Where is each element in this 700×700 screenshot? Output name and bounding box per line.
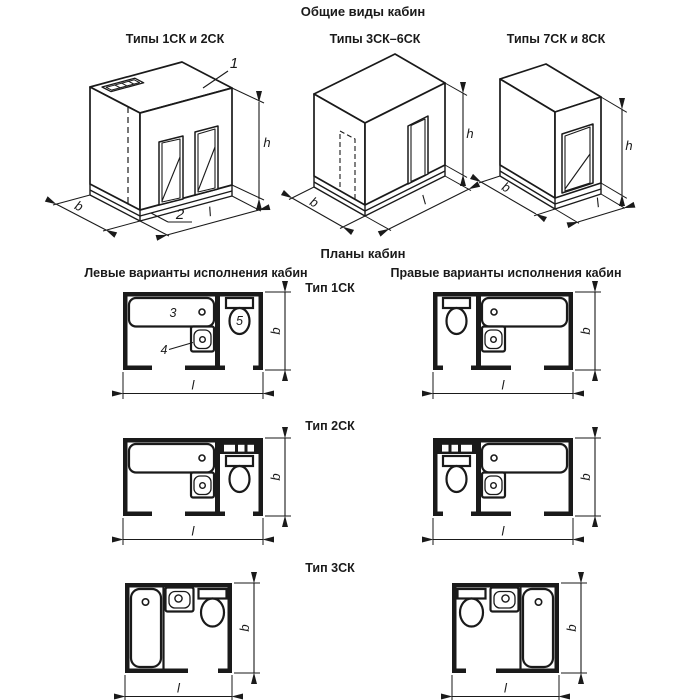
sink-tap [175, 595, 182, 602]
bathtub-drain [491, 309, 497, 315]
plan-root [433, 438, 601, 545]
dim-label-h: h [466, 126, 474, 141]
dim-label-b: b [268, 327, 283, 335]
bathtub-drain [491, 455, 497, 461]
wall-bottom [125, 669, 188, 674]
wall-right [433, 292, 438, 370]
toilet-bowl [447, 466, 467, 492]
extension-line [479, 176, 500, 183]
callout-5: 5 [236, 314, 243, 328]
bathtub-drain [199, 309, 205, 315]
dim-label-b: b [307, 193, 322, 211]
plan-root [123, 438, 291, 545]
toilet-cistern [458, 589, 486, 599]
wall-bottom [471, 512, 511, 517]
type-2ck-label: Тип 2СК [305, 419, 355, 433]
toilet-cistern [443, 456, 470, 466]
toilet-cistern [226, 298, 253, 308]
wall-bottom [253, 512, 263, 517]
wall-left [125, 583, 130, 673]
vent-cell [248, 445, 255, 452]
iso-view-types-3-6 [285, 48, 475, 248]
callout-2: 2 [175, 206, 185, 223]
wall-bottom [123, 366, 152, 371]
wall-bottom [123, 512, 152, 517]
wall-right [433, 438, 438, 516]
wall-right [259, 292, 264, 370]
plan-1ck-right [418, 284, 608, 402]
extension-line [140, 221, 169, 236]
iso-view-types-1-2 [15, 52, 285, 247]
sink-tap [200, 337, 206, 343]
wall-bottom [544, 366, 573, 371]
vent-cell [442, 445, 449, 452]
extension-line [445, 83, 467, 95]
wall-bottom [433, 366, 443, 371]
title-plans: Планы кабин [320, 246, 406, 261]
extension-line [534, 209, 555, 216]
extension-line [365, 216, 391, 231]
wall-left [123, 438, 128, 516]
bathtub-drain [535, 599, 541, 605]
type-1ck-label: Тип 1СК [305, 281, 355, 295]
dimension-line-l [389, 189, 469, 229]
wall-bottom [253, 366, 263, 371]
header-left-variants: Левые варианты исполнения кабин [84, 266, 308, 280]
bathtub-drain [199, 455, 205, 461]
wall-right [259, 438, 264, 516]
dim-label-b: b [578, 327, 593, 335]
vent-cell [224, 445, 235, 452]
wall-bottom [433, 512, 443, 517]
wall-interior [215, 297, 220, 366]
wall-left [569, 292, 574, 370]
type-3ck-label: Тип 3СК [305, 561, 355, 575]
iso-view-types-7-8 [475, 48, 665, 248]
wall-interior [476, 443, 481, 512]
dim-label-l: l [177, 680, 180, 696]
plan-structure [125, 583, 232, 673]
wall-bottom [471, 366, 511, 371]
dim-label-l: l [191, 377, 195, 393]
wall-bottom [185, 512, 225, 517]
plan-2ck-right [418, 430, 608, 548]
wall-bottom [452, 669, 466, 674]
extension-line [555, 209, 579, 223]
toilet-cistern [226, 456, 253, 466]
sink-tap [491, 483, 497, 489]
callout-1: 1 [229, 55, 239, 72]
iso-label-types-1-2: Типы 1СК и 2СК [125, 32, 225, 46]
plan-root [452, 583, 587, 700]
wall-top [433, 292, 573, 297]
extension-line [232, 88, 264, 103]
dim-label-l: l [206, 204, 214, 220]
wall-interior [476, 297, 481, 366]
wall-left [569, 438, 574, 516]
extension-line [340, 216, 365, 229]
toilet-bowl [460, 599, 483, 627]
sink-tap [502, 595, 509, 602]
plan-root [125, 583, 260, 700]
plan-1ck-left [108, 284, 298, 402]
plan-structure [123, 438, 263, 516]
wall-bottom [496, 669, 559, 674]
wall-left [555, 583, 560, 673]
bathtub-drain [142, 599, 148, 605]
dim-label-h: h [263, 135, 271, 150]
dim-label-b: b [72, 197, 86, 215]
iso-label-types-3-6: Типы 3СК–6СК [329, 32, 421, 46]
dim-label-l: l [594, 195, 602, 211]
plan-structure [123, 292, 263, 370]
dim-label-b: b [499, 178, 514, 196]
dim-label-l: l [501, 377, 505, 393]
wall-top [433, 438, 573, 443]
plan-structure [433, 438, 573, 516]
door-opening-inner [411, 119, 425, 182]
extension-line [232, 196, 261, 211]
wall-bottom [544, 512, 573, 517]
toilet-cistern [199, 589, 227, 599]
wall-top [123, 292, 263, 297]
wall-right [228, 583, 233, 673]
callout-3: 3 [169, 306, 177, 320]
extension-line [289, 187, 314, 200]
sink-tap [491, 337, 497, 343]
extension-line [103, 221, 140, 231]
wall-bottom [218, 669, 232, 674]
wall-left [123, 292, 128, 370]
vent-cell [452, 445, 459, 452]
toilet-bowl [447, 308, 467, 334]
plan-root [433, 292, 601, 399]
extension-line [601, 97, 627, 112]
plan-structure [452, 583, 559, 673]
dim-label-b: b [237, 624, 252, 632]
door-opening-inner [162, 139, 180, 202]
toilet-cistern [443, 298, 470, 308]
toilet-bowl [230, 466, 250, 492]
sink-tap [200, 483, 206, 489]
dim-label-l: l [501, 523, 505, 539]
dim-label-b: b [578, 473, 593, 481]
wall-bottom [185, 366, 225, 371]
extension-line [445, 176, 471, 191]
plan-3ck-right [437, 575, 617, 700]
title-general-views: Общие виды кабин [300, 4, 426, 19]
plan-3ck-left [110, 575, 290, 700]
dim-label-l: l [419, 192, 429, 208]
dim-label-b: b [564, 624, 579, 632]
dimension-line-l [578, 208, 624, 222]
wall-interior [215, 443, 220, 512]
wall-right [452, 583, 457, 673]
vent-cell [238, 445, 245, 452]
door-opening-inner [198, 129, 215, 192]
plan-root [123, 292, 291, 399]
header-right-variants: Правые варианты исполнения кабин [390, 266, 622, 280]
dim-label-h: h [625, 138, 633, 153]
plan-2ck-left [108, 430, 298, 548]
plan-structure [433, 292, 573, 370]
dim-label-l: l [504, 680, 507, 696]
extension-line [445, 165, 467, 177]
wall-top [123, 438, 263, 443]
extension-line [601, 194, 625, 208]
callout-leader [169, 343, 193, 350]
dim-label-l: l [191, 523, 195, 539]
vent-cell [461, 445, 472, 452]
callout-4: 4 [160, 343, 168, 357]
iso-label-types-7-8: Типы 7СК и 8СК [506, 32, 606, 46]
dim-label-b: b [268, 473, 283, 481]
toilet-bowl [201, 599, 224, 627]
